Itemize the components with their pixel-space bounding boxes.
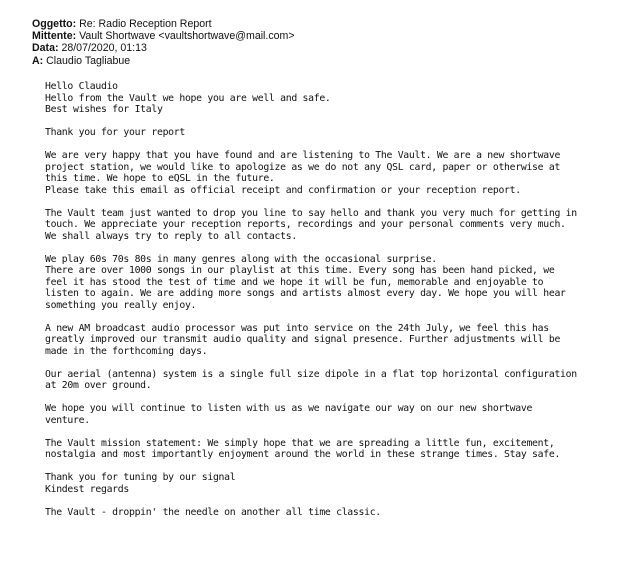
to-row [32, 55, 295, 67]
date-row [32, 42, 295, 54]
from-label: Mittente: [32, 30, 77, 43]
email-header [32, 18, 295, 67]
intro-paragraph [45, 150, 635, 196]
body-line: The Vault mission statement: We simply hope that we are spreading a little fun, excitement, [45, 437, 555, 449]
body-line: listen to again. We are adding more songs and artists almost every day. We hope you will hear [45, 288, 566, 299]
body-line: feel it has stood the test of time and we hope it will be fun, memorable and enjoyable to [45, 276, 544, 288]
body-line: Thank you for tuning by our signal [45, 472, 236, 483]
to-label: A: [32, 54, 44, 67]
body-line: We shall always try to reply to all contacts. [45, 230, 297, 242]
processor-paragraph [45, 323, 635, 358]
body-line: A new AM broadcast audio processor was put into service on the 24th July, we feel this has [45, 322, 549, 334]
body-line: at 20m over ground. [45, 380, 152, 391]
to-value: Claudio Tagliabue [46, 54, 131, 67]
date-value: 28/07/2020, 01:13 [61, 42, 147, 55]
subject-label: Oggetto: [32, 18, 77, 30]
thanks-paragraph [45, 127, 635, 139]
body-line: venture. [45, 414, 90, 426]
subject-row [32, 18, 295, 30]
body-line: nostalgia and most importantly enjoyment around the world in these strange times. Stay safe. [45, 449, 561, 460]
listen-paragraph [45, 403, 635, 426]
from-row [32, 30, 295, 42]
date-label: Data: [32, 42, 59, 55]
email-body [45, 81, 635, 530]
greeting-paragraph [45, 81, 635, 116]
aerial-paragraph [45, 369, 635, 392]
body-line: this time. We hope to eQSL in the future. [45, 173, 275, 184]
body-line: We hope you will continue to listen with us as we navigate our way on our new shortwave [45, 403, 533, 414]
body-line: Our aerial (antenna) system is a single full size dipole in a flat top horizontal configuration [45, 368, 577, 380]
subject-value: Re: Radio Reception Report [79, 18, 212, 30]
body-line: We play 60s 70s 80s in many genres along with the occasional surprise. [45, 253, 437, 265]
team-paragraph [45, 208, 635, 243]
body-line: project station, we would like to apologize as we do not any QSL card, paper or otherwise at [45, 161, 561, 173]
body-line: greatly improved our transmit audio quality and signal presence. Further adjustments will be [45, 334, 561, 345]
playlist-paragraph [45, 254, 635, 312]
body-line: Thank you for your report [45, 127, 185, 138]
body-line: something you really enjoy. [45, 299, 197, 311]
from-value: Vault Shortwave <vaultshortwave@mail.com> [79, 30, 295, 43]
body-line: There are over 1000 songs in our playlist at this time. Every song has been hand picked, we [45, 265, 555, 276]
body-line: touch. We appreciate your reception reports, recordings and your personal comments very much. [45, 219, 566, 230]
body-line: The Vault - droppin' the needle on another all time classic. [45, 506, 381, 518]
body-line: The Vault team just wanted to drop you line to say hello and thank you very much for getting in [45, 207, 577, 219]
body-line: Best wishes for Italy [45, 104, 163, 115]
body-line: Hello from the Vault we hope you are well and safe. [45, 92, 331, 104]
body-line: We are very happy that you have found and are listening to The Vault. We are a new shortwave [45, 150, 561, 161]
body-line: made in the forthcoming days. [45, 345, 208, 357]
body-line: Please take this email as official receipt and confirmation or your reception report. [45, 184, 521, 196]
mission-paragraph [45, 438, 635, 461]
body-line: Kindest regards [45, 483, 129, 495]
signoff-paragraph [45, 472, 635, 495]
body-line: Hello Claudio [45, 81, 118, 92]
tagline-paragraph [45, 507, 635, 519]
